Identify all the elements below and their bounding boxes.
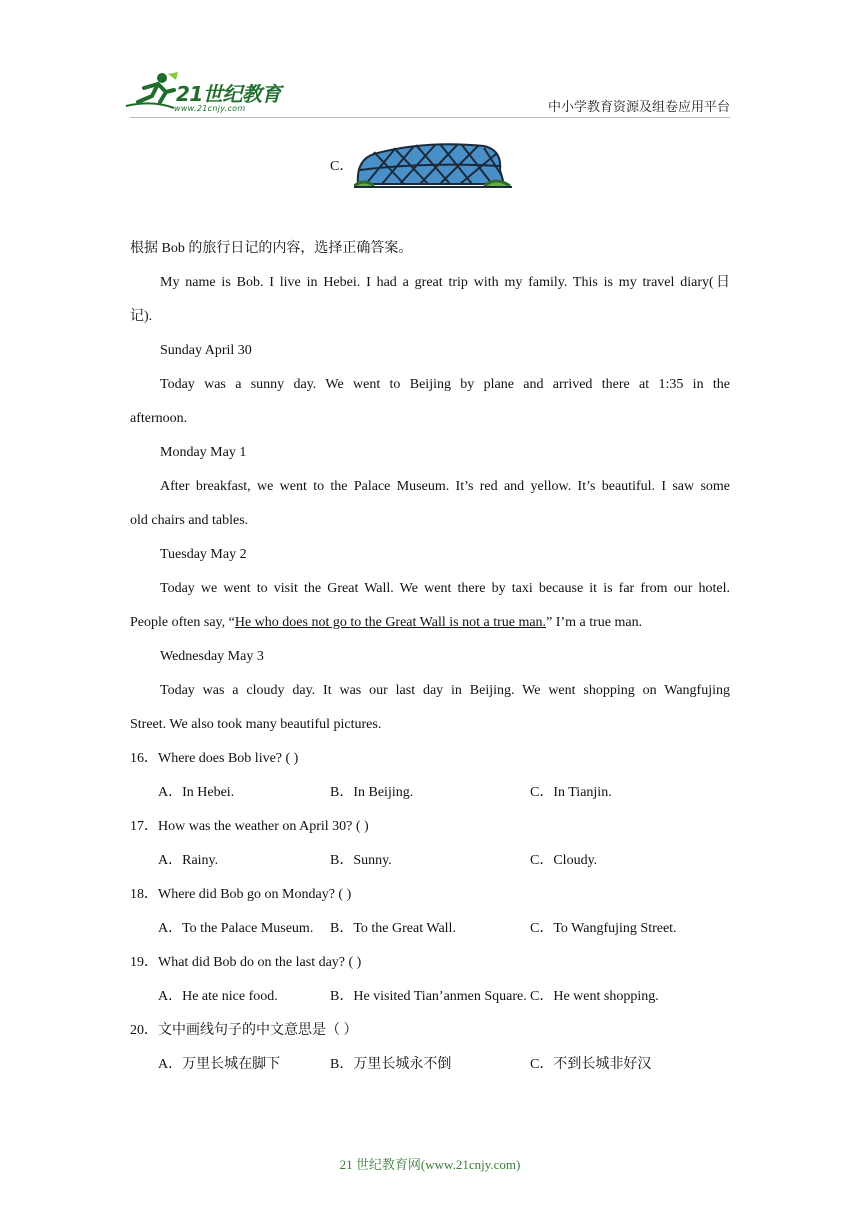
header-divider — [130, 117, 730, 118]
quote-close: ” I’m a true man. — [546, 615, 643, 630]
question-17: 17．How was the weather on April 30? ( ) — [130, 819, 369, 834]
diary-day2-line1: After breakfast, we went to the Palace Museum. It’s red and yellow. It’s beautiful. I saw some — [160, 479, 730, 494]
diary-day4-title: Wednesday May 3 — [160, 649, 264, 664]
option-c-label: C． — [330, 159, 354, 174]
diary-intro-line1: My name is Bob. I live in Hebei. I had a great trip with my family. This is my travel diary(日 — [160, 275, 730, 290]
option-a[interactable]: A．Rainy. — [158, 853, 219, 868]
option-b[interactable]: B．Sunny. — [330, 853, 392, 868]
logo-text: 21世纪教育 — [176, 82, 281, 106]
diary-day1-line2: afternoon. — [130, 411, 188, 426]
option-c[interactable]: C．Cloudy. — [530, 853, 598, 868]
option-b[interactable]: B．He visited Tian’anmen Square. — [330, 989, 527, 1004]
diary-day4-line1: Today was a cloudy day. It was our last day in Beijing. We went shopping on Wangfujing — [160, 683, 730, 698]
question-18: 18．Where did Bob go on Monday? ( ) — [130, 887, 352, 902]
question-18-options — [130, 919, 730, 953]
underlined-sentence: He who does not go to the Great Wall is not a true man. — [234, 615, 547, 630]
diary-day2-line2: old chairs and tables. — [130, 513, 249, 528]
option-c[interactable]: C．不到长城非好汉 — [530, 1057, 652, 1072]
option-a[interactable]: A．In Hebei. — [158, 785, 235, 800]
diary-day3-line1: Today we went to visit the Great Wall. We went there by taxi because it is far from our hotel. — [160, 581, 730, 596]
option-c[interactable]: C．He went shopping. — [530, 989, 659, 1004]
reading-passage — [130, 239, 730, 1089]
option-b[interactable]: B．万里长城永不倒 — [330, 1057, 452, 1072]
question-19: 19．What did Bob do on the last day? ( ) — [130, 955, 362, 970]
diary-day3-line2 — [130, 613, 730, 647]
birds-nest-stadium-icon — [354, 140, 512, 190]
option-b[interactable]: B．In Beijing. — [330, 785, 414, 800]
option-c[interactable]: C．To Wangfujing Street. — [530, 921, 677, 936]
option-a[interactable]: A．万里长城在脚下 — [158, 1057, 281, 1072]
question-20: 20．文中画线句子的中文意思是（ ） — [130, 1023, 358, 1038]
instruction: 根据 Bob 的旅行日记的内容，选择正确答案。 — [130, 241, 413, 256]
option-a[interactable]: A．He ate nice food. — [158, 989, 278, 1004]
question-19-options — [130, 987, 730, 1021]
option-b[interactable]: B．To the Great Wall. — [330, 921, 456, 936]
option-c[interactable]: C．In Tianjin. — [530, 785, 612, 800]
diary-day1-title: Sunday April 30 — [160, 343, 252, 358]
footer-link[interactable]: 21 世纪教育网(www.21cnjy.com) — [339, 1157, 521, 1172]
diary-day3-title: Tuesday May 2 — [160, 547, 247, 562]
diary-day1-line1: Today was a sunny day. We went to Beijing by plane and arrived there at 1:35 in the — [160, 377, 730, 392]
question-16: 16．Where does Bob live? ( ) — [130, 751, 299, 766]
question-16-options — [130, 783, 730, 817]
diary-day4-line2: Street. We also took many beautiful pictures. — [130, 717, 382, 732]
diary-intro-line2: 记). — [130, 309, 153, 324]
logo-url: www.21cnjy.com — [174, 104, 246, 113]
option-a[interactable]: A．To the Palace Museum. — [158, 921, 314, 936]
question-20-options — [130, 1055, 730, 1089]
quote-open: People often say, “ — [130, 615, 235, 630]
diary-day2-title: Monday May 1 — [160, 445, 247, 460]
platform-title: 中小学教育资源及组卷应用平台 — [547, 100, 730, 115]
question-17-options — [130, 851, 730, 885]
